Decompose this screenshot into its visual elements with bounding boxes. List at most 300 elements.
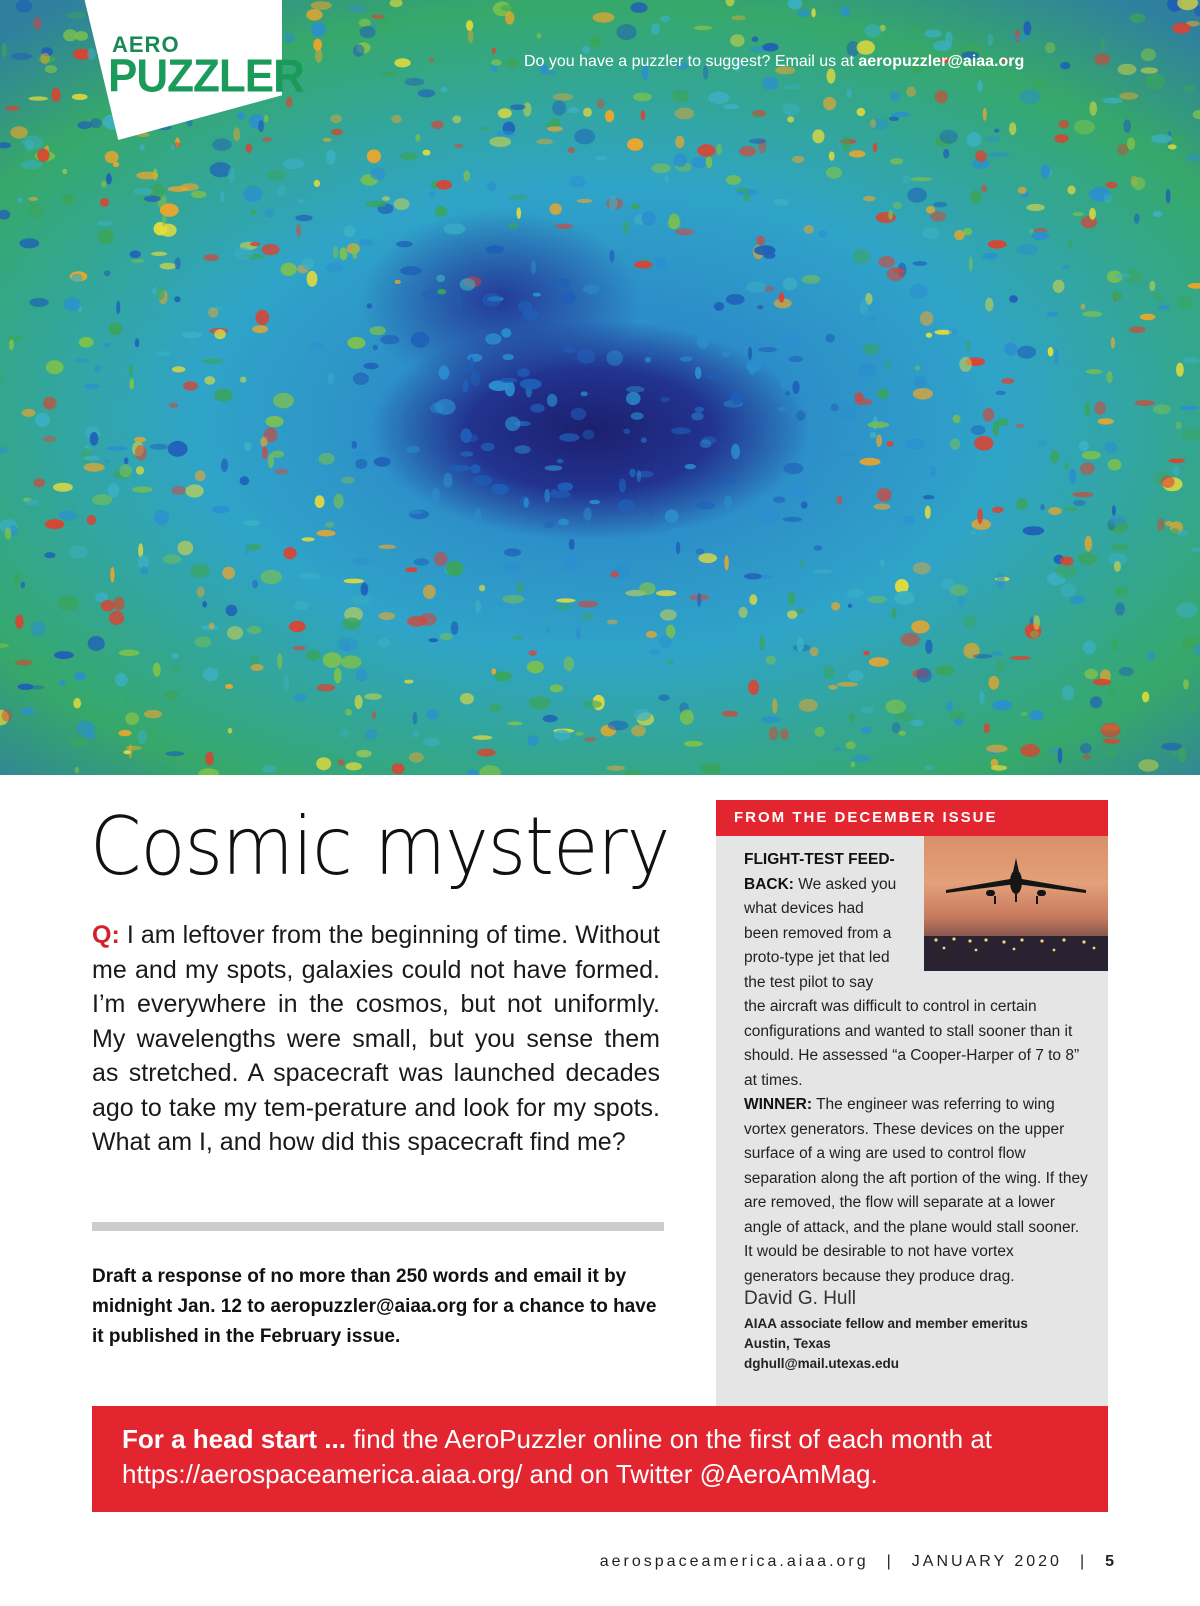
cmb-blob xyxy=(1018,187,1027,194)
cmb-blob xyxy=(25,140,34,152)
cmb-blob xyxy=(1053,280,1065,293)
cmb-blob xyxy=(342,618,361,630)
cmb-blob xyxy=(857,108,866,116)
cmb-blob xyxy=(162,214,166,227)
cmb-blob xyxy=(460,693,474,704)
cmb-blob xyxy=(171,486,186,495)
cmb-blob xyxy=(171,653,179,659)
cmb-blob xyxy=(783,463,803,474)
cmb-blob xyxy=(5,528,12,540)
cmb-blob xyxy=(634,709,651,721)
winner-label: WINNER: xyxy=(744,1096,813,1113)
cmb-blob xyxy=(641,437,647,443)
cmb-blob xyxy=(667,218,680,229)
cmb-blob xyxy=(917,668,932,683)
cmb-blob xyxy=(676,542,680,554)
cmb-blob xyxy=(240,476,250,485)
cmb-blob xyxy=(404,78,424,86)
cmb-blob xyxy=(1026,204,1044,211)
cmb-blob xyxy=(109,611,124,625)
cmb-blob xyxy=(581,612,593,621)
cmb-blob xyxy=(758,347,777,352)
cmb-blob xyxy=(412,731,419,737)
cmb-blob xyxy=(920,311,934,326)
cmb-blob xyxy=(863,196,875,202)
cmb-blob xyxy=(110,567,114,583)
cmb-blob xyxy=(994,129,999,133)
cmb-blob xyxy=(69,738,87,746)
cmb-blob xyxy=(1045,42,1055,53)
cmb-blob xyxy=(370,167,385,180)
cmb-blob xyxy=(275,468,289,474)
cmb-blob xyxy=(346,762,362,770)
cmb-blob xyxy=(1098,418,1114,424)
cmb-blob xyxy=(575,732,584,736)
cmb-blob xyxy=(103,343,110,348)
cmb-blob xyxy=(480,765,501,775)
cmb-blob xyxy=(1142,692,1149,703)
cmb-blob xyxy=(949,329,958,335)
cmb-blob xyxy=(46,360,64,374)
cmb-blob xyxy=(510,104,525,110)
cmb-blob xyxy=(141,566,149,575)
cmb-blob xyxy=(752,36,758,42)
cmb-blob xyxy=(380,335,399,344)
cmb-blob xyxy=(557,482,573,491)
cmb-blob xyxy=(933,41,952,52)
cmb-blob xyxy=(630,2,647,13)
cmb-blob xyxy=(925,29,943,37)
cmb-blob xyxy=(748,347,752,360)
cmb-blob xyxy=(21,160,42,169)
cmb-blob xyxy=(568,107,579,113)
cmb-blob xyxy=(631,725,646,736)
cmb-blob xyxy=(1177,530,1189,537)
suggest-prefix: Do you have a puzzler to suggest? Email us at xyxy=(524,53,859,70)
cmb-blob xyxy=(222,567,235,580)
cmb-blob xyxy=(649,510,653,516)
cmb-blob xyxy=(296,224,301,237)
cmb-blob xyxy=(582,700,602,708)
cmb-blob xyxy=(784,84,801,89)
cmb-blob xyxy=(220,191,224,203)
cmb-blob xyxy=(1119,92,1138,99)
cmb-blob xyxy=(1183,679,1189,689)
cmb-blob xyxy=(0,142,11,148)
cmb-blob xyxy=(607,766,626,771)
cmb-blob xyxy=(227,626,243,640)
cmb-blob xyxy=(15,615,24,630)
cmb-blob xyxy=(547,278,559,288)
cmb-blob xyxy=(1158,305,1169,310)
cmb-blob xyxy=(1188,706,1197,711)
cmb-blob xyxy=(108,483,120,498)
cmb-blob xyxy=(1141,67,1158,74)
cmb-blob xyxy=(554,730,571,741)
cmb-blob xyxy=(377,399,384,404)
cmb-blob xyxy=(174,296,180,302)
cmb-blob xyxy=(54,651,74,659)
cmb-blob xyxy=(726,175,741,185)
cmb-blob xyxy=(901,633,920,647)
cmb-blob xyxy=(311,1,332,10)
cmb-blob xyxy=(675,228,694,235)
cmb-blob xyxy=(1168,144,1177,149)
cmb-blob xyxy=(392,763,405,774)
cmb-blob xyxy=(0,210,10,220)
cmb-blob xyxy=(979,691,985,704)
cmb-blob xyxy=(574,129,595,145)
cmb-blob xyxy=(432,487,440,502)
cmb-blob xyxy=(1178,747,1186,763)
cmb-blob xyxy=(835,747,842,752)
cmb-blob xyxy=(1118,64,1137,75)
cmb-blob xyxy=(1089,101,1097,116)
cmb-blob xyxy=(761,716,780,723)
cmb-blob xyxy=(606,350,623,366)
cmb-blob xyxy=(355,695,363,709)
cmb-blob xyxy=(831,602,840,611)
cmb-blob xyxy=(828,685,837,690)
cmb-blob xyxy=(778,407,787,411)
cmb-blob xyxy=(780,729,789,740)
cmb-blob xyxy=(731,15,745,20)
cmb-blob xyxy=(988,152,1010,157)
cmb-blob xyxy=(517,368,530,377)
cmb-blob xyxy=(708,91,729,104)
cmb-blob xyxy=(315,48,322,63)
cmb-blob xyxy=(250,242,260,246)
cmb-blob xyxy=(1112,639,1118,651)
cmb-blob xyxy=(208,308,218,318)
cmb-blob xyxy=(1001,378,1014,384)
cmb-blob xyxy=(436,180,452,190)
cmb-blob xyxy=(1062,685,1075,700)
cmb-blob xyxy=(749,594,757,605)
cmb-blob xyxy=(722,711,739,717)
cmb-blob xyxy=(796,411,806,421)
cmb-blob xyxy=(221,459,228,472)
cmb-blob xyxy=(101,600,115,612)
cmb-blob xyxy=(79,337,94,348)
cmb-blob xyxy=(848,670,864,681)
cmb-blob xyxy=(550,684,564,692)
cmb-blob xyxy=(84,463,105,472)
cmb-blob xyxy=(394,198,410,210)
footer-site-link[interactable]: aerospaceamerica.aiaa.org xyxy=(599,1553,869,1570)
cmb-blob xyxy=(319,453,335,465)
banner-text: find the AeroPuzzler online on the first of each month at https://aerospaceamerica.aiaa.org/ and on Twitter @AeroAmMag. xyxy=(122,1424,993,1489)
cmb-blob xyxy=(130,378,134,389)
cmb-blob xyxy=(396,241,412,247)
cmb-blob xyxy=(697,144,715,157)
cmb-blob xyxy=(505,381,515,396)
cmb-blob xyxy=(351,451,372,457)
cmb-blob xyxy=(90,118,102,128)
cmb-blob xyxy=(1050,450,1059,463)
cmb-blob xyxy=(323,138,332,142)
cmb-blob xyxy=(367,303,372,308)
cmb-blob xyxy=(345,642,349,652)
cmb-blob xyxy=(524,498,529,508)
cmb-blob xyxy=(564,657,575,672)
cmb-blob xyxy=(1193,110,1200,119)
cmb-blob xyxy=(1062,265,1070,270)
cmb-blob xyxy=(674,154,688,168)
cmb-blob xyxy=(197,587,205,598)
cmb-blob xyxy=(43,436,57,442)
cmb-blob xyxy=(735,187,750,192)
cmb-blob xyxy=(885,700,905,714)
cmb-blob xyxy=(925,765,934,770)
cmb-blob xyxy=(262,137,272,142)
cmb-blob xyxy=(1114,587,1128,595)
cmb-blob xyxy=(1132,177,1145,190)
cmb-blob xyxy=(144,196,161,202)
cmb-blob xyxy=(1030,631,1039,639)
cmb-blob xyxy=(1184,85,1196,94)
cmb-blob xyxy=(423,585,436,599)
cmb-blob xyxy=(569,176,586,188)
cmb-blob xyxy=(363,363,378,370)
cmb-blob xyxy=(517,207,522,219)
cmb-blob xyxy=(281,263,297,276)
cmb-blob xyxy=(373,345,378,350)
cmb-blob xyxy=(792,156,804,163)
cmb-blob xyxy=(306,650,321,661)
cmb-blob xyxy=(858,363,876,377)
cmb-blob xyxy=(391,115,401,123)
cmb-blob xyxy=(799,560,806,567)
cmb-blob xyxy=(255,310,269,325)
cmb-blob xyxy=(341,655,362,668)
cmb-blob xyxy=(905,439,925,450)
banner-lead: For a head start ... xyxy=(122,1424,346,1454)
cmb-blob xyxy=(330,114,342,123)
cmb-blob xyxy=(1094,401,1106,415)
cmb-blob xyxy=(618,499,635,512)
cmb-blob xyxy=(1130,13,1146,23)
cmb-blob xyxy=(631,204,640,210)
cmb-blob xyxy=(177,541,193,555)
cmb-blob xyxy=(28,197,38,201)
cmb-blob xyxy=(1117,144,1128,155)
cmb-blob xyxy=(21,582,26,589)
suggest-email-link[interactable]: aeropuzzler@aiaa.org xyxy=(858,53,1025,70)
cmb-blob xyxy=(619,479,626,493)
cmb-blob xyxy=(233,127,240,141)
cmb-blob xyxy=(69,545,87,559)
cmb-blob xyxy=(378,545,396,549)
cmb-blob xyxy=(973,654,992,659)
cmb-blob xyxy=(452,116,461,124)
cmb-blob xyxy=(209,623,215,629)
cmb-blob xyxy=(366,200,387,207)
cmb-blob xyxy=(527,735,539,746)
cmb-blob xyxy=(893,202,902,209)
cmb-blob xyxy=(859,299,868,315)
cmb-blob xyxy=(1073,492,1094,498)
cmb-blob xyxy=(761,509,780,523)
cmb-blob xyxy=(367,149,381,163)
cmb-blob xyxy=(334,668,342,684)
cmb-blob xyxy=(5,106,20,111)
cmb-blob xyxy=(869,432,876,438)
cmb-blob xyxy=(19,238,39,248)
cmb-blob xyxy=(739,607,748,618)
cmb-blob xyxy=(891,608,896,618)
cmb-blob xyxy=(423,150,431,156)
cmb-blob xyxy=(460,428,472,443)
cmb-blob xyxy=(475,508,481,521)
cmb-blob xyxy=(53,483,73,492)
cmb-blob xyxy=(328,373,334,385)
cmb-blob xyxy=(760,635,765,651)
cmb-blob xyxy=(29,96,48,100)
cmb-blob xyxy=(659,635,672,648)
cmb-blob xyxy=(811,8,815,17)
logo-puzzler-text: PUZZLER xyxy=(108,50,304,103)
cmb-blob xyxy=(77,121,92,129)
cmb-blob xyxy=(756,236,765,245)
cmb-blob xyxy=(194,637,211,648)
cmb-blob xyxy=(1067,186,1075,195)
cmb-blob xyxy=(675,136,684,148)
cmb-blob xyxy=(697,593,701,607)
cmb-blob xyxy=(569,539,575,550)
cmb-blob xyxy=(894,591,914,605)
cmb-blob xyxy=(247,626,261,634)
cmb-blob xyxy=(1104,193,1112,203)
page-footer xyxy=(600,1553,1114,1571)
cmb-blob xyxy=(132,487,153,493)
cmb-blob xyxy=(986,137,1001,142)
cmb-blob xyxy=(100,198,110,207)
cmb-blob xyxy=(470,464,480,473)
cmb-blob xyxy=(685,464,696,469)
cmb-blob xyxy=(191,191,207,198)
cmb-blob xyxy=(730,34,744,46)
cmb-blob xyxy=(441,87,448,93)
cmb-blob xyxy=(543,522,554,529)
cmb-blob xyxy=(105,459,110,464)
cmb-blob xyxy=(181,331,201,338)
cmb-blob xyxy=(202,601,207,608)
cmb-blob xyxy=(15,660,33,666)
cmb-blob xyxy=(429,191,436,197)
cmb-blob xyxy=(913,562,931,574)
cmb-blob xyxy=(1083,754,1091,760)
cmb-blob xyxy=(130,250,141,258)
cmb-blob xyxy=(500,4,520,11)
footer-separator-2: | xyxy=(1079,1553,1088,1570)
cmb-blob xyxy=(868,316,878,322)
page-title: Cosmic mystery xyxy=(90,800,670,893)
cmb-blob xyxy=(163,554,182,564)
cmb-blob xyxy=(299,573,321,579)
cmb-blob xyxy=(503,354,514,360)
cmb-blob xyxy=(695,407,705,413)
cmb-blob xyxy=(414,558,430,566)
cmb-blob xyxy=(505,11,515,24)
cmb-blob xyxy=(1172,751,1177,755)
cmb-blob xyxy=(302,258,314,270)
cmb-blob xyxy=(953,415,961,424)
cmb-blob xyxy=(1181,428,1200,441)
cmb-blob xyxy=(129,364,133,377)
cmb-blob xyxy=(1106,750,1116,757)
cmb-blob xyxy=(485,333,501,344)
cmb-blob xyxy=(352,244,357,259)
cmb-blob xyxy=(14,573,20,586)
cmb-blob xyxy=(1093,679,1112,686)
cmb-blob xyxy=(119,650,140,657)
cmb-blob xyxy=(251,664,264,671)
cmb-blob xyxy=(792,381,799,394)
cmb-blob xyxy=(627,138,643,151)
cmb-blob xyxy=(1107,371,1113,383)
cmb-blob xyxy=(529,697,551,710)
cmb-blob xyxy=(165,751,184,756)
cmb-blob xyxy=(265,208,275,217)
cmb-blob xyxy=(595,156,608,160)
cmb-blob xyxy=(237,112,244,119)
cmb-blob xyxy=(561,292,575,304)
cmb-blob xyxy=(1153,404,1171,414)
cmb-blob xyxy=(1054,350,1058,366)
cmb-blob xyxy=(266,170,286,181)
cmb-blob xyxy=(530,404,545,413)
author-name: David G. Hull xyxy=(744,1288,856,1309)
cmb-blob xyxy=(577,349,596,364)
cmb-blob xyxy=(631,412,644,420)
cmb-blob xyxy=(1123,119,1131,132)
cmb-blob xyxy=(364,693,382,700)
cmb-blob xyxy=(437,289,446,295)
cmb-blob xyxy=(317,684,336,692)
cmb-blob xyxy=(531,260,536,274)
cmb-blob xyxy=(1038,440,1048,446)
cmb-blob xyxy=(1020,744,1039,757)
cmb-blob xyxy=(913,388,933,399)
cmb-blob xyxy=(1058,748,1063,764)
lead-label: FLIGHT-TEST FEED-BACK: xyxy=(744,851,895,893)
cmb-blob xyxy=(789,356,804,362)
cmb-blob xyxy=(1115,603,1125,616)
cmb-blob xyxy=(812,129,824,143)
cmb-blob xyxy=(440,633,453,640)
cmb-blob xyxy=(138,729,147,744)
cmb-blob xyxy=(529,650,538,656)
cmb-blob xyxy=(660,397,669,402)
author-email-link[interactable]: dghull@mail.utexas.edu xyxy=(744,1356,899,1371)
cmb-blob xyxy=(169,403,178,408)
cmb-blob xyxy=(731,444,740,459)
cmb-blob xyxy=(353,558,370,566)
divider-rule xyxy=(92,1222,664,1231)
cmb-blob xyxy=(996,660,1005,673)
cmb-blob xyxy=(626,386,645,393)
cmb-blob xyxy=(577,199,593,203)
cmb-blob xyxy=(34,478,45,487)
cmb-blob xyxy=(551,489,557,494)
cmb-blob xyxy=(1009,122,1016,135)
cmb-blob xyxy=(779,292,785,302)
cmb-blob xyxy=(140,144,145,150)
cmb-blob xyxy=(351,596,370,605)
cmb-blob xyxy=(156,351,172,356)
cmb-blob xyxy=(1086,369,1103,374)
